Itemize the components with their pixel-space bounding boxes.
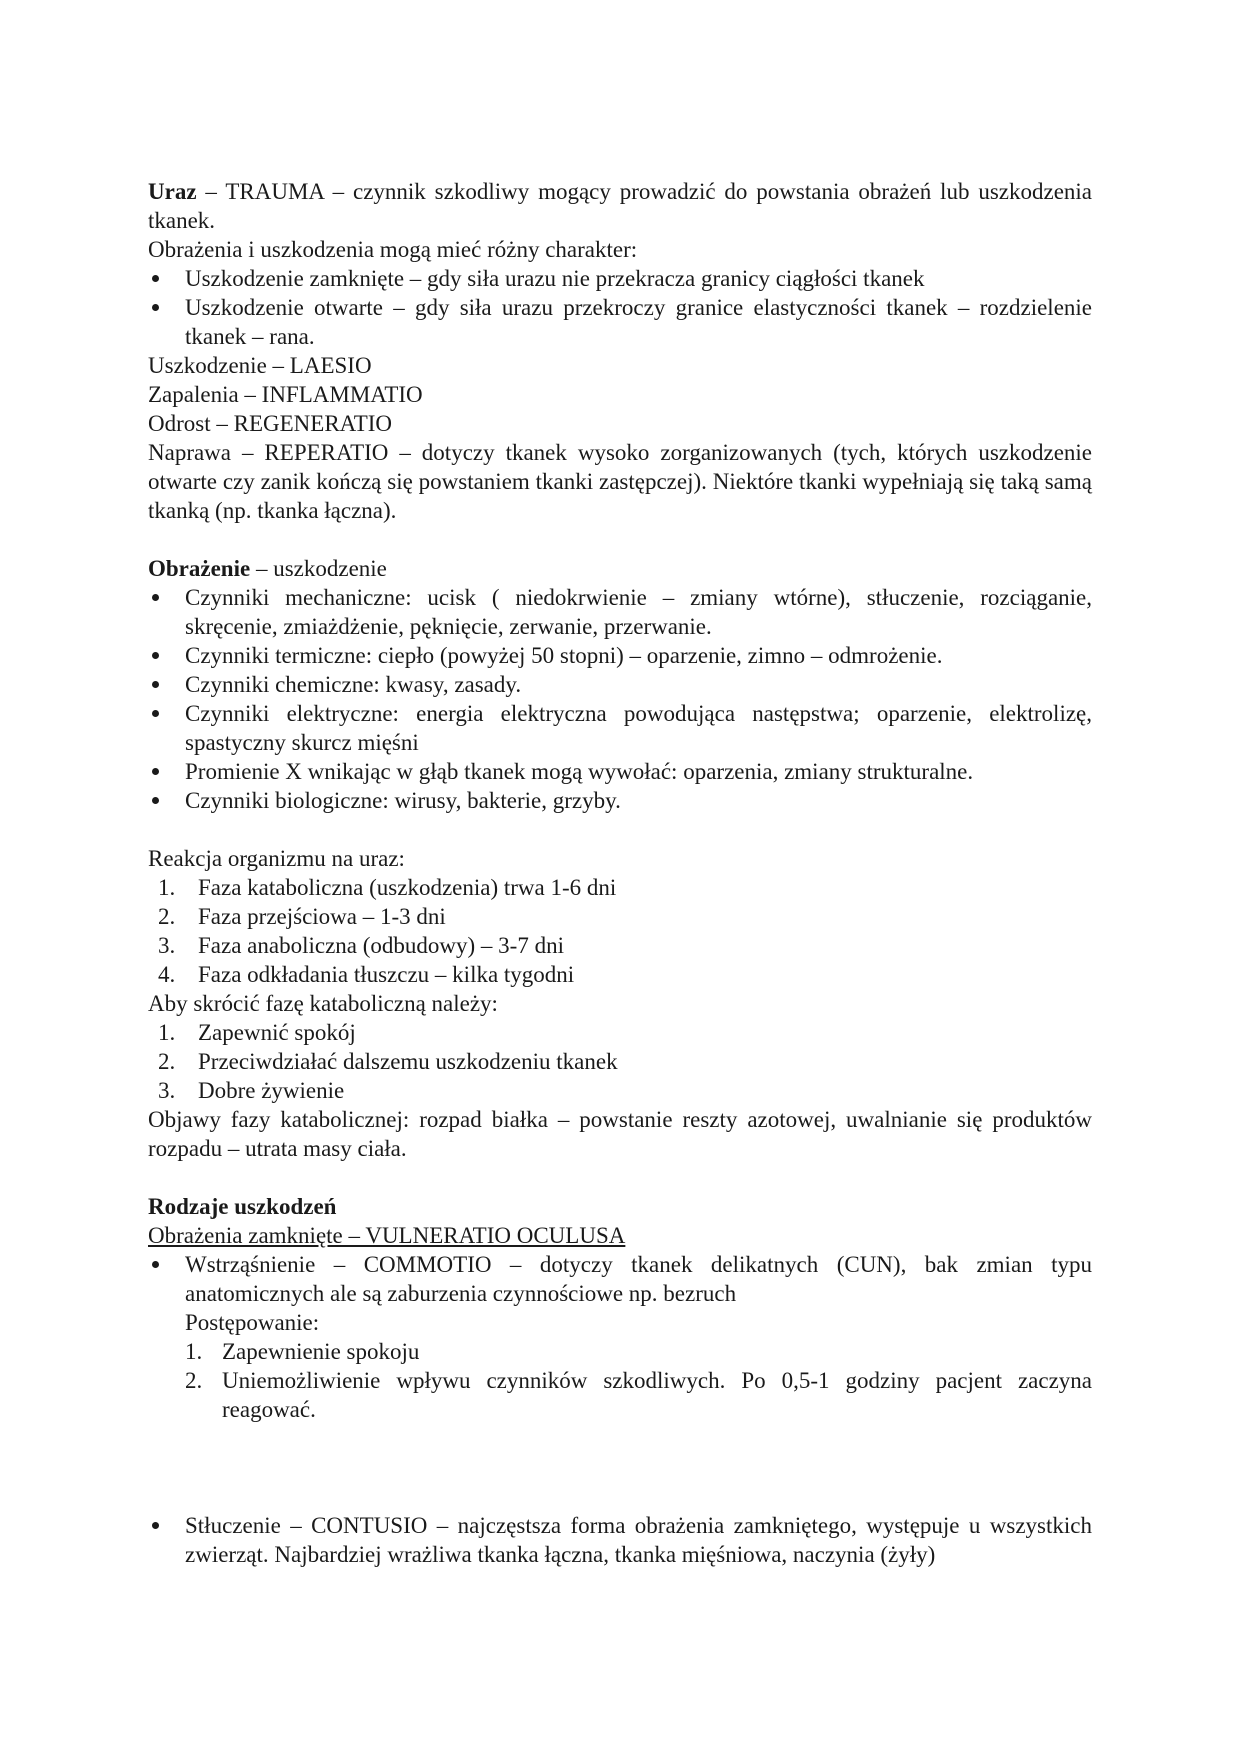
intro-paragraph: Uraz – TRAUMA – czynnik szkodliwy mogący prowadzić do powstania obrażeń lub uszkodzenia tkanek.: [148, 179, 1092, 233]
list-item: Czynniki mechaniczne: ucisk ( niedokrwienie – zmiany wtórne), stłuczenie, rozciąganie, skręcenie, zmiażdżenie, pęknięcie, zerwanie, przerwanie.: [148, 583, 1092, 641]
list-item: 4. Faza odkładania tłuszczu – kilka tygodni: [158, 962, 575, 987]
list-item: 2. Przeciwdziałać dalszemu uszkodzeniu tkanek: [158, 1049, 618, 1074]
list-item: Czynniki chemiczne: kwasy, zasady.: [148, 670, 1092, 699]
list-item: Promienie X wnikając w głąb tkanek mogą wywołać: oparzenia, zmiany strukturalne.: [148, 757, 1092, 786]
list-item: Uszkodzenie zamknięte – gdy siła urazu nie przekracza granicy ciągłości tkanek: [148, 264, 1092, 293]
document-content: [148, 177, 1092, 1569]
list-item: 3. Faza anaboliczna (odbudowy) – 3-7 dni: [158, 933, 564, 958]
shorten-list: [148, 1018, 1092, 1105]
list-item: [148, 1250, 1092, 1424]
list-item: 1. Faza kataboliczna (uszkodzenia) trwa 1-6 dni: [158, 875, 617, 900]
closed-injury-list: [148, 1250, 1092, 1424]
rodzaje-heading: Rodzaje uszkodzeń: [148, 1194, 337, 1219]
list-item: 1. Zapewnić spokój: [158, 1020, 356, 1045]
term-line: Odrost – REGENERATIO: [148, 411, 393, 436]
wstrzasnienie-text: Wstrząśnienie – COMMOTIO – dotyczy tkanek delikatnych (CUN), bak zmian typu anatomicznych ale są zaburzenia czynnościowe np. bezruch: [185, 1252, 1092, 1306]
list-item: Uszkodzenie otwarte – gdy siła urazu przekroczy granice elastyczności tkanek – rozdzielenie tkanek – rana.: [148, 293, 1092, 351]
reakcja-heading: Reakcja organizmu na uraz:: [148, 846, 405, 871]
list-item: 2. Uniemożliwienie wpływu czynników szkodliwych. Po 0,5-1 godziny pacjent zaczyna reagować.: [185, 1368, 1092, 1422]
term-line: Zapalenia – INFLAMMATIO: [148, 382, 423, 407]
shorten-heading: Aby skrócić fazę kataboliczną należy:: [148, 991, 498, 1016]
obrazenie-heading: Obrażenie – uszkodzenie: [148, 556, 387, 581]
list-item: Czynniki elektryczne: energia elektryczna powodująca następstwa; oparzenie, elektrolizę, spastyczny skurcz mięśni: [148, 699, 1092, 757]
contusio-list: [148, 1511, 1092, 1569]
list-item: 3. Dobre żywienie: [158, 1078, 345, 1103]
factor-list: [148, 583, 1092, 815]
naprawa-paragraph: Naprawa – REPERATIO – dotyczy tkanek wysoko zorganizowanych (tych, których uszkodzenie otwarte czy zanik kończą się powstaniem tkanki zastępczej). Niektóre tkanki wypełniają się taką samą tkanką (np. tkanka łączna).: [148, 440, 1092, 523]
phase-list: [148, 873, 1092, 989]
list-item: Stłuczenie – CONTUSIO – najczęstsza forma obrażenia zamkniętego, występuje u wszystkich zwierząt. Najbardziej wrażliwa tkanka łączna, tkanka mięśniowa, naczynia (żyły): [148, 1511, 1092, 1569]
damage-type-list: [148, 264, 1092, 351]
term-uraz: Uraz: [148, 179, 197, 204]
character-line: Obrażenia i uszkodzenia mogą mieć różny charakter:: [148, 237, 638, 262]
list-item: Czynniki biologiczne: wirusy, bakterie, grzyby.: [148, 786, 1092, 815]
list-item: Czynniki termiczne: ciepło (powyżej 50 stopni) – oparzenie, zimno – odmrożenie.: [148, 641, 1092, 670]
list-item: 2. Faza przejściowa – 1-3 dni: [158, 904, 446, 929]
postepowanie-label: Postępowanie:: [185, 1310, 320, 1335]
list-item: 1. Zapewnienie spokoju: [185, 1339, 420, 1364]
objawy-paragraph: Objawy fazy katabolicznej: rozpad białka – powstanie reszty azotowej, uwalnianie się produktów rozpadu – utrata masy ciała.: [148, 1107, 1092, 1161]
rodzaje-subheading: Obrażenia zamknięte – VULNERATIO OCULUSA: [148, 1223, 626, 1248]
term-line: Uszkodzenie – LAESIO: [148, 353, 372, 378]
postepowanie-list: [185, 1337, 1092, 1424]
